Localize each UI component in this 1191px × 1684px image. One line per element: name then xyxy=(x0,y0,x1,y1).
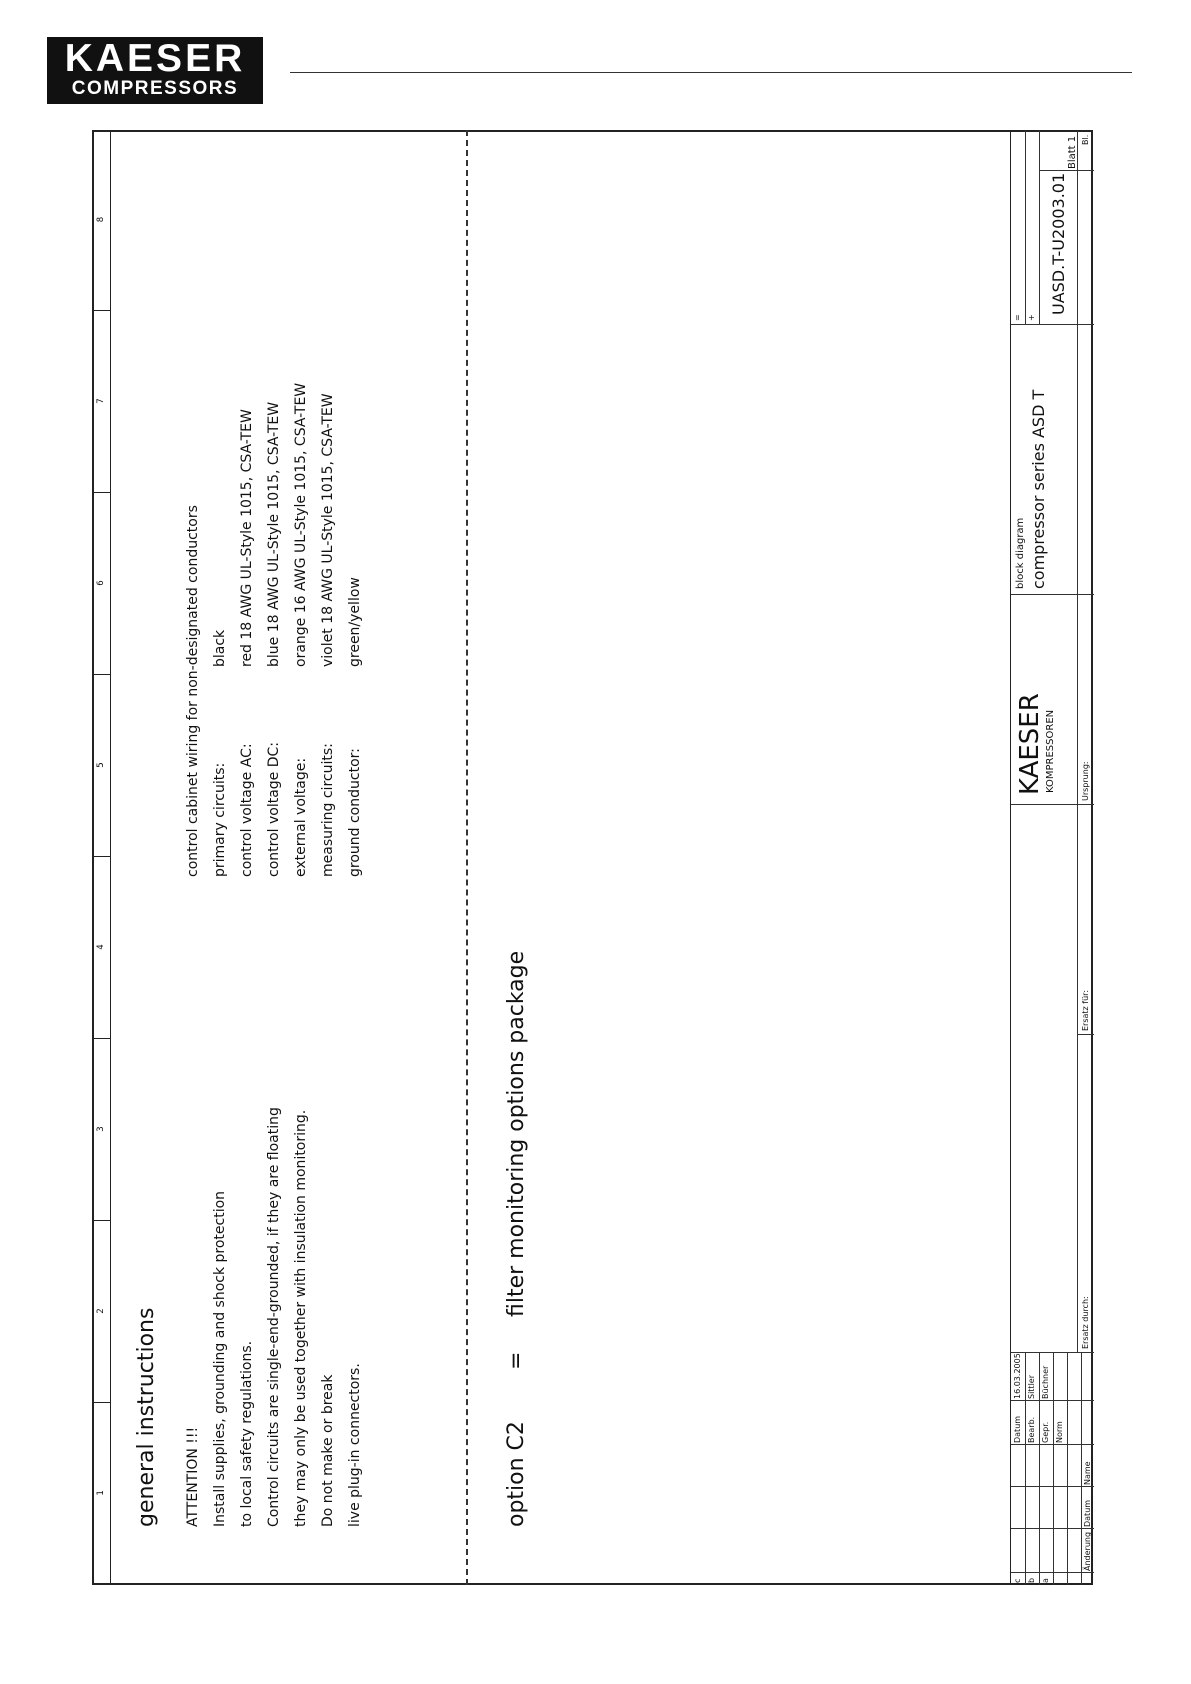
product-name: compressor series ASD T xyxy=(1029,389,1048,589)
wiring-value: orange 16 AWG UL-Style 1015, CSA-TEW xyxy=(293,382,309,667)
general-line: ATTENTION !!! xyxy=(185,1426,201,1527)
header-rule xyxy=(290,72,1132,73)
wiring-values xyxy=(207,383,369,667)
column-2: 2 xyxy=(92,1220,110,1403)
wiring-heading: control cabinet wiring for non-designated conductors xyxy=(185,505,201,877)
wiring-label: primary circuits: xyxy=(212,762,228,877)
datum-col-label: Datum xyxy=(1083,1499,1092,1527)
kaeser-logo xyxy=(47,37,263,104)
option-description: filter monitoring options package xyxy=(504,950,529,1317)
wiring-value: blue 18 AWG UL-Style 1015, CSA-TEW xyxy=(266,401,282,667)
wiring-labels xyxy=(207,742,369,877)
option-code: option C2 xyxy=(504,1421,529,1527)
drawing-sheet-area xyxy=(92,130,1093,1585)
datum-label: Datum xyxy=(1013,1415,1022,1443)
equals-mark: = xyxy=(1013,314,1022,321)
general-line: Install supplies, grounding and shock protection xyxy=(212,1190,228,1527)
norm-label: Norm xyxy=(1055,1421,1064,1443)
ersatz-fuer: Ersatz für: xyxy=(1081,989,1090,1031)
logo-subtitle: COMPRESSORS xyxy=(71,78,239,99)
column-7: 7 xyxy=(92,310,110,493)
wiring-label: control voltage AC: xyxy=(239,743,255,877)
rev-row-a: a xyxy=(1041,1578,1050,1583)
general-instructions-title: general instructions xyxy=(134,1307,159,1527)
rev-row-b: b xyxy=(1027,1577,1036,1583)
option-equals: = xyxy=(504,1351,529,1370)
general-instructions-text xyxy=(180,1107,369,1527)
name-col-label: Name xyxy=(1083,1461,1092,1485)
ersatz-durch: Ersatz durch: xyxy=(1081,1296,1090,1349)
title-block xyxy=(1010,130,1094,1585)
wiring-value: green/yellow xyxy=(347,577,363,667)
section-divider xyxy=(466,130,468,1585)
logo-wordmark: KAESER xyxy=(64,37,246,80)
general-line: to local safety regulations. xyxy=(239,1340,255,1527)
wiring-value: red 18 AWG UL-Style 1015, CSA-TEW xyxy=(239,409,255,667)
rev-row-c: c xyxy=(1013,1578,1022,1583)
bearb-label: Bearb. xyxy=(1027,1416,1036,1443)
bl-label: Bl. xyxy=(1081,134,1090,145)
wiring-label: control voltage DC: xyxy=(266,741,282,877)
general-line: they may only be used together with insulation monitoring. xyxy=(293,1109,309,1527)
gepr-label: Gepr. xyxy=(1041,1421,1050,1443)
column-6: 6 xyxy=(92,492,110,675)
column-1: 1 xyxy=(92,1402,110,1585)
wiring-value: violet 18 AWG UL-Style 1015, CSA-TEW xyxy=(320,393,336,667)
drawing-sheet xyxy=(92,130,1093,1585)
column-strip xyxy=(92,130,111,1585)
wiring-label: ground conductor: xyxy=(347,748,363,877)
diagram-type: block diagram xyxy=(1015,517,1026,589)
bearb-value: Sittler xyxy=(1027,1374,1036,1399)
column-4: 4 xyxy=(92,856,110,1039)
company-name: KAESER xyxy=(1015,693,1045,795)
general-line: live plug-in connectors. xyxy=(347,1363,363,1527)
wiring-label: external voltage: xyxy=(293,757,309,877)
drawing-number: UASD.T-U2003.01 xyxy=(1049,172,1068,315)
company-sub: KOMPRESSOREN xyxy=(1045,709,1056,793)
general-line: Control circuits are single-end-grounded, if they are floating xyxy=(266,1107,282,1527)
gepr-value: Büchner xyxy=(1041,1365,1050,1399)
sheet-number: Blatt 1 xyxy=(1067,135,1078,169)
ursprung: Ursprung: xyxy=(1081,761,1090,801)
wiring-label: measuring circuits: xyxy=(320,743,336,877)
wiring-value: black xyxy=(212,629,228,667)
aenderung-label: Änderung xyxy=(1083,1531,1092,1571)
column-3: 3 xyxy=(92,1038,110,1221)
datum-value: 16.03.2005 xyxy=(1013,1353,1022,1399)
column-5: 5 xyxy=(92,674,110,857)
column-8: 8 xyxy=(92,129,110,311)
plus-mark: + xyxy=(1027,314,1036,321)
general-line: Do not make or break xyxy=(320,1374,336,1527)
